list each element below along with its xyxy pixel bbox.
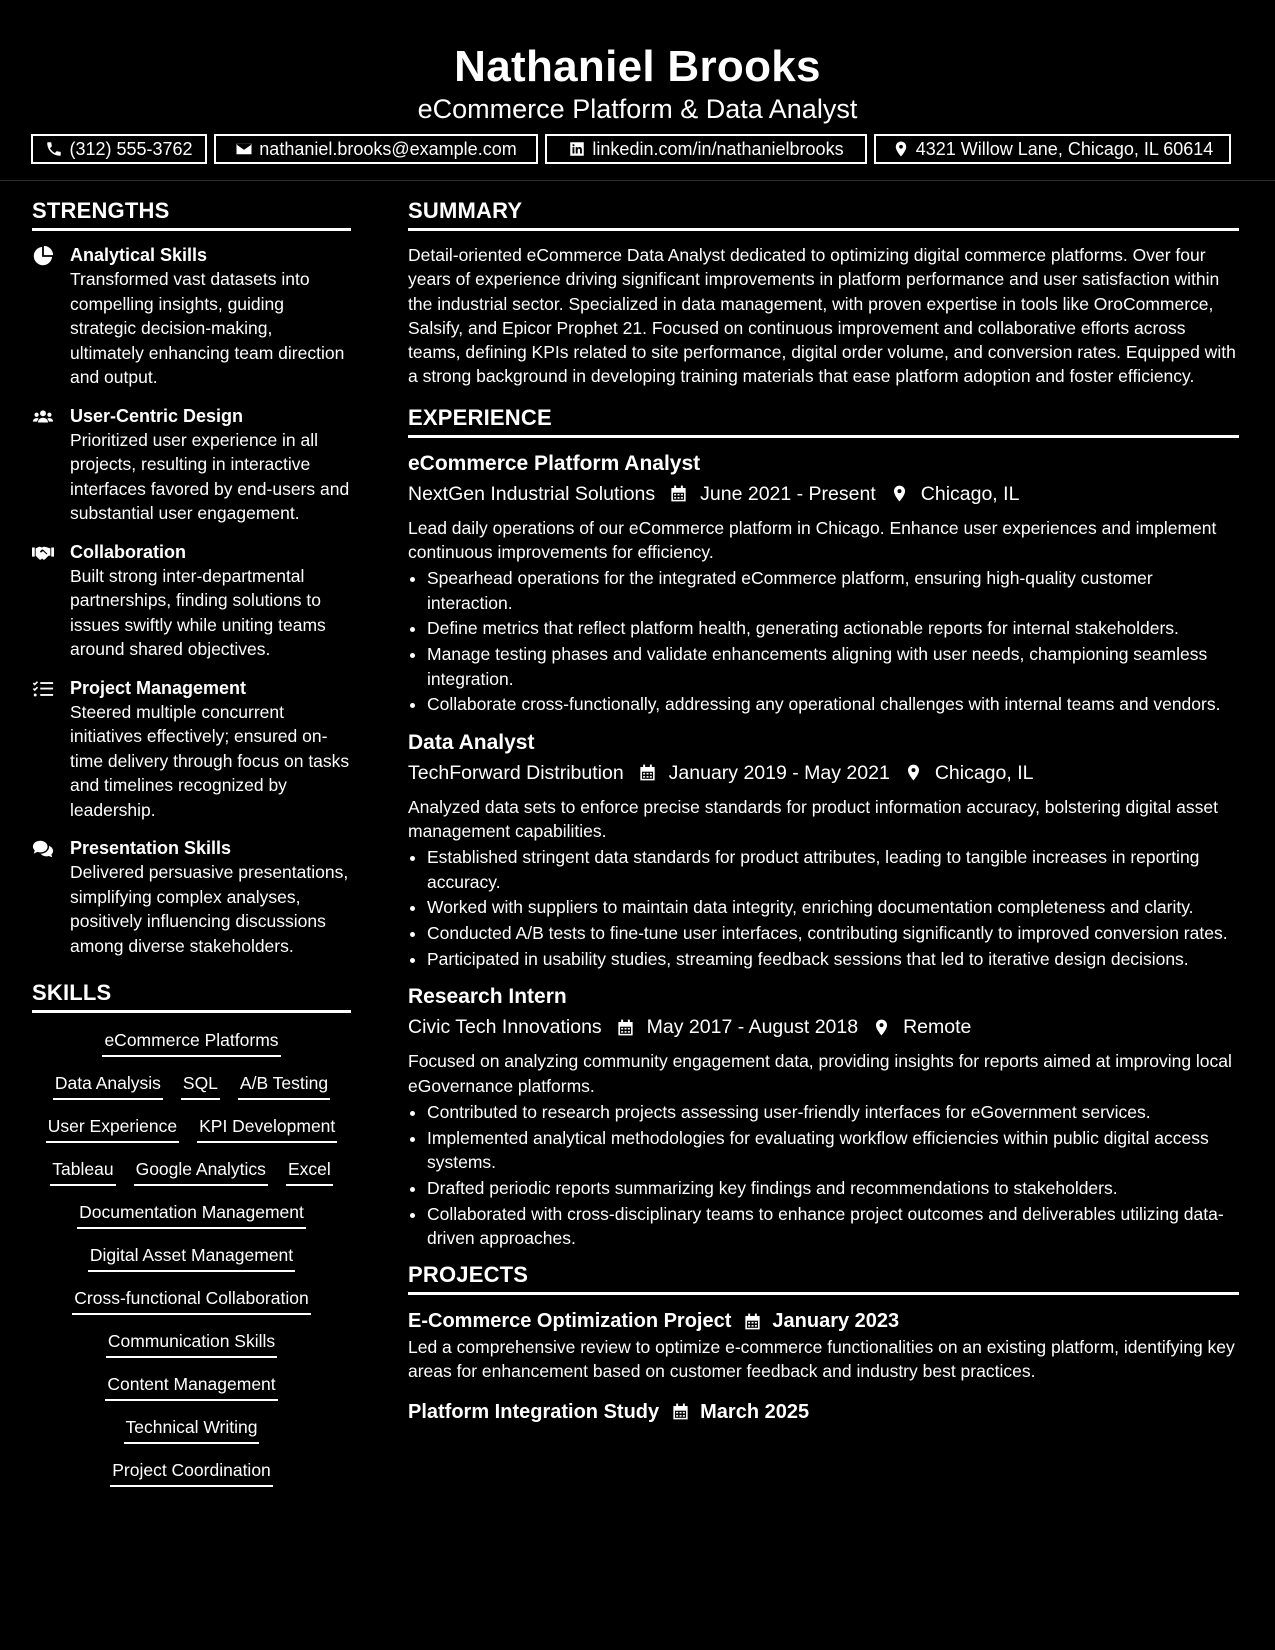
skill-tag: Documentation Management <box>77 1197 306 1229</box>
calendar-icon <box>638 763 657 782</box>
candidate-headline: eCommerce Platform & Data Analyst <box>417 94 858 124</box>
strength-title: Project Management <box>70 677 247 698</box>
job-meta <box>408 478 1239 510</box>
project-date: March 2025 <box>700 1400 810 1423</box>
map-pin-icon <box>904 763 923 782</box>
experience-list <box>408 450 1239 1250</box>
job-location: Chicago, IL <box>920 482 1020 505</box>
job-bullet: • Define metrics that reflect platform health, generating actionable reports for internal stakeholders. <box>427 616 1239 640</box>
contact-bar <box>31 134 1237 164</box>
job-title: Research Intern <box>408 985 567 1009</box>
right-column <box>408 198 1239 1426</box>
map-pin-icon <box>892 140 910 158</box>
project-entry <box>408 1307 1239 1384</box>
skill-tag: A/B Testing <box>238 1068 330 1100</box>
skill-tag: Tableau <box>50 1154 115 1186</box>
skill-tag: Digital Asset Management <box>88 1240 295 1272</box>
envelope-icon <box>235 140 253 158</box>
linkedin-icon <box>568 140 586 158</box>
skills-list <box>32 1025 351 1487</box>
project-header <box>408 1398 1239 1426</box>
job-company: TechForward Distribution <box>408 761 624 784</box>
project-entry <box>408 1398 1239 1426</box>
strength-title: User-Centric Design <box>70 405 244 426</box>
skill-row <box>32 1412 351 1444</box>
skill-row <box>32 1068 351 1100</box>
strength-description: Transformed vast datasets into compelling insights, guiding strategic decision-making, ultimately enhancing team direction and output. <box>70 269 345 387</box>
project-description: Led a comprehensive review to optimize e-commerce functionalities on an existing platform, identifying key areas for enhancement based on customer feedback and industry best practices. <box>408 1337 1235 1382</box>
job-bullet: • Collaborate cross-functionally, addressing any operational challenges with internal teams and vendors. <box>427 692 1239 716</box>
job-dates: January 2019 - May 2021 <box>668 761 890 784</box>
projects-list <box>408 1307 1239 1426</box>
strength-item <box>32 676 351 823</box>
job-meta <box>408 757 1239 789</box>
contact-address-text: 4321 Willow Lane, Chicago, IL 60614 <box>915 138 1214 159</box>
task-list-icon <box>32 678 54 700</box>
strength-description: Steered multiple concurrent initiatives effectively; ensured on-time delivery through focus on tasks and timelines recognized by leadership. <box>70 701 350 820</box>
job-bullet: • Contributed to research projects assessing user-friendly interfaces for eGovernment services. <box>427 1100 1239 1124</box>
strength-item <box>32 243 351 390</box>
skill-row <box>32 1326 351 1358</box>
job-location: Remote <box>903 1016 972 1039</box>
skill-row <box>32 1197 351 1229</box>
skill-row <box>32 1111 351 1143</box>
users-icon <box>32 406 54 428</box>
job-title: Data Analyst <box>408 730 535 754</box>
contact-email-text: nathaniel.brooks@example.com <box>259 138 517 159</box>
skill-row <box>32 1025 351 1057</box>
contact-phone[interactable] <box>31 134 207 164</box>
job-title: eCommerce Platform Analyst <box>408 451 701 475</box>
skill-row <box>32 1369 351 1401</box>
skill-row <box>32 1240 351 1272</box>
contact-linkedin[interactable] <box>545 134 867 164</box>
skill-tag: eCommerce Platforms <box>102 1025 280 1057</box>
strength-description: Delivered persuasive presentations, simplifying complex analyses, positively influencing discussions among diverse stakeholders. <box>70 862 349 956</box>
job-entry <box>408 983 1239 1250</box>
skill-tag: Technical Writing <box>124 1412 260 1444</box>
skill-tag: Cross-functional Collaboration <box>72 1283 310 1315</box>
job-entry <box>408 729 1239 972</box>
job-entry <box>408 450 1239 717</box>
strength-item <box>32 404 351 526</box>
calendar-icon <box>616 1018 635 1037</box>
map-pin-icon <box>890 484 909 503</box>
skill-row <box>32 1455 351 1487</box>
skill-tag: Google Analytics <box>134 1154 268 1186</box>
summary-text: Detail-oriented eCommerce Data Analyst dedicated to optimizing digital commerce platforms. Over four years of experience driving significant improvements in platform performance and user satisfaction within the industrial sector. Specialized in data management, with proven expertise in tools like OroCommerce, Salsify, and Epicor Prophet 21. Focused on continuous improvement and collaborative efforts across teams, defining KPIs related to site performance, digital order volume, and conversion rates. Equipped with a strong background in developing training materials that ease platform adoption and foster efficiency. <box>408 245 1236 387</box>
project-date: January 2023 <box>772 1310 900 1333</box>
skill-tag: User Experience <box>46 1111 179 1143</box>
job-description: Focused on analyzing community engagement data, providing insights for reports aimed at improving local eGovernance platforms. <box>408 1051 1232 1096</box>
project-header <box>408 1307 1239 1335</box>
job-bullet: • Spearhead operations for the integrated eCommerce platform, ensuring high-quality customer interaction. <box>427 566 1239 615</box>
contact-email[interactable] <box>214 134 538 164</box>
project-title: E-Commerce Optimization Project <box>408 1310 732 1333</box>
phone-icon <box>45 140 63 158</box>
skill-tag: Excel <box>286 1154 333 1186</box>
job-bullet: • Participated in usability studies, streaming feedback sessions that led to iterative design decisions. <box>427 947 1239 971</box>
skill-tag: SQL <box>181 1068 220 1100</box>
contact-address <box>874 134 1231 164</box>
skills-heading: SKILLS <box>32 980 351 1013</box>
job-meta <box>408 1011 1239 1043</box>
job-bullet: • Collaborated with cross-disciplinary teams to enhance project outcomes and deliverables utilizing data-driven approaches. <box>427 1202 1239 1251</box>
job-bullets <box>408 1100 1239 1250</box>
strength-description: Built strong inter-departmental partnerships, finding solutions to issues swiftly while uniting teams around shared objectives. <box>70 565 326 659</box>
projects-heading: PROJECTS <box>408 1262 1239 1295</box>
job-bullet: • Worked with suppliers to maintain data integrity, enriching documentation completeness and clarity. <box>427 895 1239 919</box>
job-company: Civic Tech Innovations <box>408 1016 602 1039</box>
job-description: Lead daily operations of our eCommerce platform in Chicago. Enhance user experiences and implement continuous improvements for efficiency. <box>408 517 1217 563</box>
strength-item <box>32 836 351 958</box>
job-bullets <box>408 845 1239 971</box>
summary-heading: SUMMARY <box>408 198 1239 231</box>
job-bullet: • Drafted periodic reports summarizing key findings and recommendations to stakeholders. <box>427 1176 1239 1200</box>
contact-phone-text: (312) 555-3762 <box>69 138 193 159</box>
calendar-icon <box>671 1402 690 1421</box>
skill-tag: Data Analysis <box>53 1068 163 1100</box>
calendar-icon <box>669 484 688 503</box>
skill-tag: Communication Skills <box>106 1326 277 1358</box>
pie-chart-icon <box>32 245 54 267</box>
job-dates: June 2021 - Present <box>700 482 876 505</box>
job-bullets <box>408 566 1239 716</box>
job-description: Analyzed data sets to enforce precise standards for product information accuracy, bolstering digital asset management capabilities. <box>408 796 1218 841</box>
resume-header <box>0 0 1275 181</box>
job-bullet: • Implemented analytical methodologies for evaluating workflow efficiencies within public digital access systems. <box>427 1126 1239 1175</box>
skill-tag: Content Management <box>105 1369 277 1401</box>
job-location: Chicago, IL <box>934 761 1034 784</box>
job-company: NextGen Industrial Solutions <box>408 482 656 505</box>
job-bullet: • Established stringent data standards for product attributes, leading to tangible increases in reporting accuracy. <box>427 845 1239 894</box>
strength-title: Analytical Skills <box>70 245 208 265</box>
calendar-icon <box>743 1312 762 1331</box>
strength-title: Collaboration <box>70 541 186 562</box>
skill-tag: KPI Development <box>197 1111 337 1143</box>
skill-row <box>32 1283 351 1315</box>
skill-tag: Project Coordination <box>110 1455 273 1487</box>
job-bullet: • Conducted A/B tests to fine-tune user interfaces, contributing significantly to improved conversion rates. <box>427 921 1239 945</box>
skill-row <box>32 1154 351 1186</box>
job-dates: May 2017 - August 2018 <box>646 1016 859 1039</box>
map-pin-icon <box>872 1018 891 1037</box>
strength-title: Presentation Skills <box>70 838 232 858</box>
handshake-icon <box>32 542 54 564</box>
comments-icon <box>32 838 54 860</box>
candidate-name: Nathaniel Brooks <box>454 42 821 91</box>
experience-heading: EXPERIENCE <box>408 405 1239 438</box>
contact-linkedin-text: linkedin.com/in/nathanielbrooks <box>592 138 844 159</box>
project-title: Platform Integration Study <box>408 1400 660 1423</box>
strength-description: Prioritized user experience in all projects, resulting in interactive interfaces favored by end-users and substantial user engagement. <box>70 429 350 523</box>
strength-item <box>32 540 351 662</box>
left-column <box>32 198 351 1498</box>
job-bullet: • Manage testing phases and validate enhancements aligning with user needs, championing seamless integration. <box>427 642 1239 691</box>
strengths-heading: STRENGTHS <box>32 198 351 231</box>
